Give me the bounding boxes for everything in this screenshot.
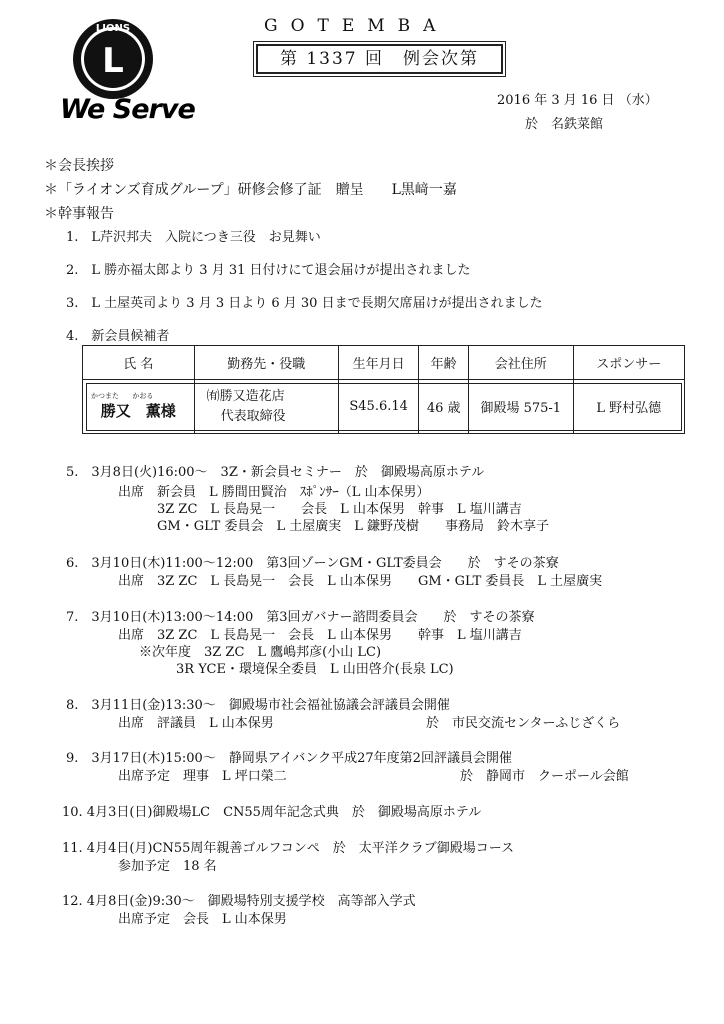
candidate-company: ㈲勝又造花店 [206, 388, 285, 404]
column-header: スポンサー [573, 346, 684, 380]
candidate-name: 勝又 薫様 [100, 402, 176, 420]
event-detail: ※次年度 3Z ZC L 鷹嶋邦彦(小山 LC) [139, 645, 382, 660]
event-detail: 3Z ZC L 長島晃一 会長 L 山本保男 幹事 L 塩川講吉 [157, 502, 522, 517]
name-reading-family: かつまた [91, 392, 119, 400]
meeting-title: 第 1337 回 例会次第 [256, 44, 503, 74]
candidate-job-cell [194, 380, 338, 434]
column-header: 勤務先・役職 [194, 346, 338, 380]
event-detail: 出席 新会員 L 勝間田賢治 ｽﾎﾟﾝｻｰ（L 山本保男） [118, 485, 430, 500]
event-detail: 3R YCE・環境保全委員 L 山田啓介(長泉 LC) [176, 662, 454, 677]
meeting-date: 2016 年 3 月 16 日 （水） [497, 93, 658, 108]
candidate-position: 代表取締役 [220, 408, 286, 424]
event-detail: 出席予定 理事 L 坪口榮二 [118, 769, 287, 784]
event-title: 5. 3月8日(火)16:00～ 3Z・新会員セミナー 於 御殿場高原ホテル [66, 465, 485, 480]
report-item: 4. 新会員候補者 [66, 329, 170, 344]
event-title: 11. 4月4日(月)CN55周年親善ゴルフコンペ 於 太平洋クラブ御殿場コース [62, 841, 515, 856]
event-detail: GM・GLT 委員会 L 土屋廣実 L 鎌野茂樹 事務局 鈴木享子 [157, 519, 549, 534]
brand-heading: GOTEMBA [264, 16, 449, 36]
event-detail: 出席予定 会長 L 山本保男 [118, 912, 287, 927]
event-location: 於 静岡市 クーポール会館 [460, 769, 629, 784]
event-title: 12. 4月8日(金)9:30～ 御殿場特別支援学校 高等部入学式 [62, 894, 416, 909]
candidate-address: 御殿場 575-1 [468, 380, 573, 434]
report-item: 1. L芹沢邦夫 入院につき三役 お見舞い [66, 230, 321, 245]
event-detail: 参加予定 18 名 [118, 859, 217, 874]
name-reading-given: かおる [132, 392, 154, 400]
event-title: 9. 3月17日(木)15:00～ 静岡県アイバンク平成27年度第2回評議員会開催 [66, 751, 512, 766]
logo-text: LIONS [95, 23, 131, 34]
report-item: 2. L 勝亦福太郎より 3 月 31 日付けにて退会届けが提出されました [66, 263, 471, 278]
event-detail: 出席 評議員 L 山本保男 [118, 716, 274, 731]
candidate-name-cell [83, 380, 195, 434]
event-detail: 出席 3Z ZC L 長島晃一 会長 L 山本保男 GM・GLT 委員長 L 土屋廣実 [118, 574, 603, 589]
event-location: 於 市民交流センターふじざくら [426, 716, 621, 731]
logo-letter: L [102, 41, 124, 81]
event-title: 8. 3月11日(金)13:30～ 御殿場市社会福祉協議会評議員会開催 [66, 698, 450, 713]
report-item: 3. L 土屋英司より 3 月 3 日より 6 月 30 日まで長期欠席届けが提出されました [66, 296, 543, 311]
table-header-row [83, 346, 685, 380]
motto-text: We Serve [60, 94, 195, 125]
column-header: 生年月日 [338, 346, 419, 380]
agenda-certificate: ＊「ライオンズ育成グループ」研修会修了証 贈呈 L黒﨑一嘉 [44, 182, 457, 198]
event-title: 10. 4月3日(日)御殿場LC CN55周年記念式典 於 御殿場高原ホテル [62, 805, 482, 820]
candidate-birthdate: S45.6.14 [338, 380, 419, 434]
event-title: 7. 3月10日(木)13:00～14:00 第3回ガバナー諮問委員会 於 すその茶寮 [66, 610, 535, 625]
column-header: 年齢 [419, 346, 468, 380]
column-header: 氏 名 [83, 346, 195, 380]
agenda-secretary-report: ＊幹事報告 [44, 206, 114, 222]
candidate-sponsor: L 野村弘德 [573, 380, 684, 434]
table-row [83, 380, 685, 434]
column-header: 会社住所 [468, 346, 573, 380]
meeting-venue: 於 名鉄菜館 [525, 117, 604, 132]
agenda-greeting: ＊会長挨拶 [44, 158, 114, 174]
candidate-age: 46 歳 [419, 380, 468, 434]
event-detail: 出席 3Z ZC L 長島晃一 会長 L 山本保男 幹事 L 塩川講吉 [118, 628, 522, 643]
candidate-table [82, 345, 685, 434]
event-title: 6. 3月10日(木)11:00～12:00 第3回ゾーンGM・GLT委員会 於 すその茶寮 [66, 556, 559, 571]
